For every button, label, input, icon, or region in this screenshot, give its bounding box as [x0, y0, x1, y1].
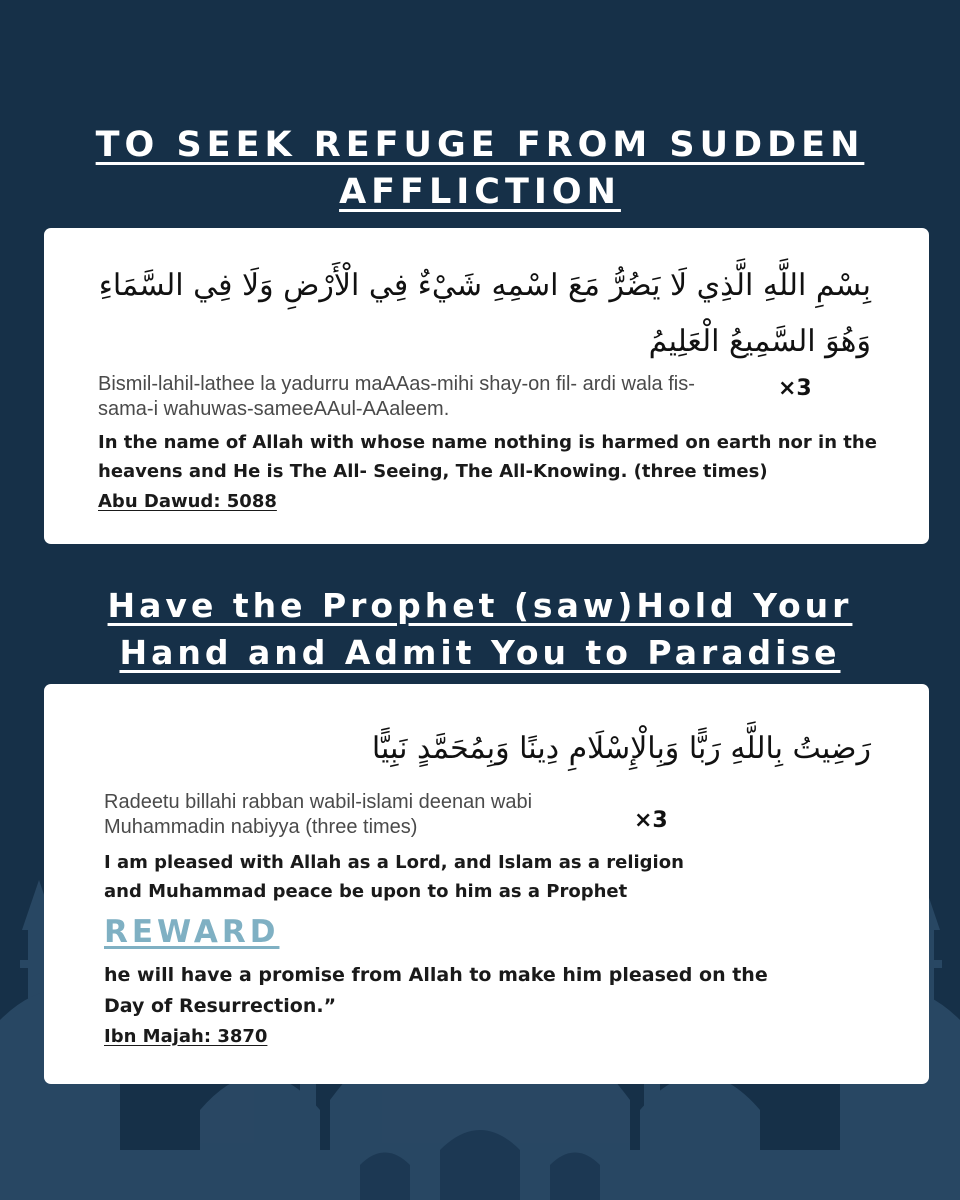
section1-transliteration: Bismil-lahil-lathee la yadurru maAAas-mihi shay-on fil- ardi wala fis-sama-i wahuwas-sameeAAul-AAaleem. — [98, 373, 695, 420]
section2-arabic-text: رَضِيتُ بِاللَّهِ رَبًّا وَبِالْإِسْلَامِ دِينًا وَبِمُحَمَّدٍ نَبِيًّا — [371, 731, 871, 766]
section1-source: Abu Dawud: 5088 — [98, 491, 277, 512]
section1-card — [44, 228, 929, 544]
section2-heading — [0, 582, 960, 676]
reward-title: REWARD — [104, 914, 280, 950]
section1-arabic-text: بِسْمِ اللَّهِ الَّذِي لَا يَضُرُّ مَعَ اسْمِهِ شَيْءٌ فِي الْأَرْضِ وَلَا فِي السَّمَاءِ وَهُوَ السَّمِيعُ الْعَلِيمُ — [98, 268, 871, 359]
section2-heading-line2: Hand and Admit You to Paradise — [119, 633, 841, 672]
reward-text: he will have a promise from Allah to make him pleased on the Day of Resurrection.” — [104, 964, 768, 1017]
section1-heading — [0, 122, 960, 216]
section1-times-badge: ×3 — [778, 376, 812, 401]
section2-transliteration: Radeetu billahi rabban wabil-islami deenan wabi Muhammadin nabiyya (three times) — [104, 791, 533, 838]
section2-heading-line1: Have the Prophet (saw)Hold Your — [107, 586, 853, 625]
section2-card — [44, 684, 929, 1084]
section1-meaning: In the name of Allah with whose name nothing is harmed on earth nor in the heavens and He is The All- Seeing, The All-Knowing. (three times) — [98, 432, 877, 482]
section1-heading-line1: TO SEEK REFUGE FROM SUDDEN — [95, 125, 865, 165]
section2-meaning: I am pleased with Allah as a Lord, and Islam as a religion and Muhammad peace be upon to him as a Prophet — [104, 852, 684, 902]
section2-source: Ibn Majah: 3870 — [104, 1026, 268, 1047]
section1-heading-line2: AFFLICTION — [339, 172, 621, 212]
section2-times-badge: ×3 — [634, 808, 668, 833]
